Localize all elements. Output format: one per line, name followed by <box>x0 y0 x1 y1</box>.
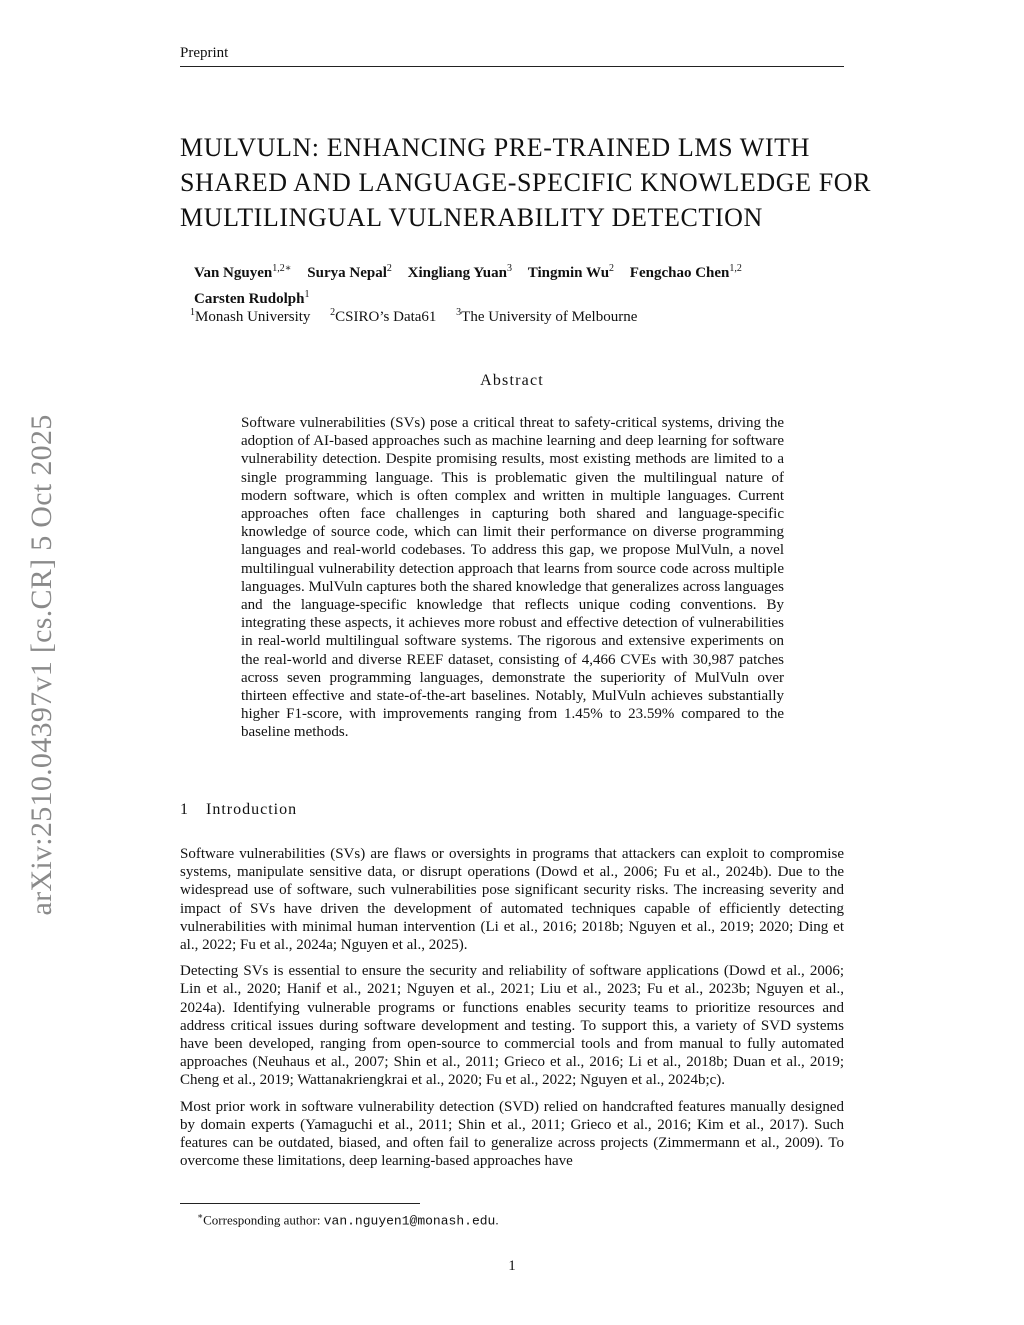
author: Van Nguyen$^{1,2∗}$ <box>194 263 292 281</box>
paragraph: Detecting SVs is essential to ensure the security and reliability of software applications (Dowd et al., 2006; Lin et al., 2020; Hanif et al., 2021; Nguyen et al., 2021; Liu et al., 2023; Fu et al., 2023b; Nguyen et al., 2024a). Identifying vulnerable programs or functions enables security teams to prioritize resources and address critical issues during software development and testing. To support this, a variety of SVD systems have been developed, ranging from open-source to commercial tools and from manual to fully automated approaches (Neuhaus et al., 2007; Shin et al., 2011; Grieco et al., 2016; Li et al., 2018b; Duan et al., 2019; Cheng et al., 2019; Wattanakriengkrai et al., 2020; Fu et al., 2022; Nguyen et al., 2024b;c). <box>180 963 844 1089</box>
author: Xingliang Yuan$^3$ <box>407 263 512 281</box>
arxiv-stamp <box>12 380 72 950</box>
title-line-2: SHARED AND LANGUAGE-SPECIFIC KNOWLEDGE FOR <box>180 168 872 197</box>
footnote-divider <box>180 1203 420 1204</box>
page-number: 1 <box>508 1258 516 1274</box>
author: Surya Nepal$^2$ <box>307 263 392 281</box>
arxiv-identifier: arXiv:2510.04397v1 [cs.CR] 5 Oct 2025 <box>25 414 58 916</box>
paragraph: Most prior work in software vulnerability detection (SVD) relied on handcrafted features manually designed by domain experts (Yamaguchi et al., 2011; Shin et al., 2011; Grieco et al., 2016; Kim et al., 2017). Such features can be outdated, biased, and often fail to generalize across projects (Zimmermann et al., 2009). To overcome these limitations, deep learning-based approaches have <box>180 1098 844 1170</box>
abstract-text: Software vulnerabilities (SVs) pose a critical threat to safety-critical systems, driving the adoption of AI-based approaches such as machine learning and deep learning for software vulnerability detection. Despite promising results, most existing methods are limited to a single programming language. This is problematic given the multilingual nature of modern software, which is often complex and written in multiple languages. Current approaches often face challenges in capturing both shared and language-specific knowledge of source code, which can limit their performance on diverse programming languages and real-world codebases. To address this gap, we propose MulVuln, a novel multilingual vulnerability detection approach that learns from source code across multiple languages. MulVuln captures both the shared knowledge that generalizes across languages and the language-specific knowledge that reflects unique coding conventions. By integrating these aspects, it achieves more robust and effective detection of vulnerabilities in real-world multilingual software systems. The rigorous and extensive experiments on the real-world and diverse REEF dataset, consisting of 4,466 CVEs with 30,987 patches across seven programming languages, demonstrate the superiority of MulVuln over thirteen effective and state-of-the-art baselines. Notably, MulVuln achieves substantially higher F1-score, with improvements ranging from 1.45% to 23.59% compared to the baseline methods. <box>241 415 784 741</box>
running-header <box>180 44 844 67</box>
section-number: 1 <box>180 801 189 818</box>
body-text <box>180 845 844 1178</box>
footnote-end: . <box>495 1212 499 1228</box>
footnote-mark: ∗ <box>197 1211 204 1221</box>
footnote-email: van.nguyen1@monash.edu <box>323 1213 496 1229</box>
affiliation: $^1$Monash University <box>190 307 311 325</box>
footnote <box>197 1208 837 1229</box>
affiliation: $^2$CSIRO’s Data61 <box>330 307 437 325</box>
affiliation-list <box>190 303 830 327</box>
title-line-3: MULTILINGUAL VULNERABILITY DETECTION <box>180 203 763 232</box>
abstract-heading: Abstract <box>480 372 544 389</box>
paragraph: Software vulnerabilities (SVs) are flaws or oversights in programs that attackers can exploit to compromise systems, manipulate sensitive data, or disrupt operations (Dowd et al., 2006; Fu et al., 2024b). Due to the widespread use of software, such vulnerabilities pose significant security risks. The increasing severity and impact of SVs have driven the development of automated techniques capable of efficiently detecting vulnerabilities with minimal human intervention (Li et al., 2016; 2018b; Nguyen et al., 2019; 2020; Ding et al., 2022; Fu et al., 2024a; Nguyen et al., 2025). <box>180 846 844 954</box>
author: Carsten Rudolph$^1$ <box>194 289 310 307</box>
section-heading <box>180 801 844 819</box>
section-title: Introduction <box>206 801 298 818</box>
author: Fengchao Chen$^{1,2}$ <box>629 263 742 281</box>
author: Tingmin Wu$^2$ <box>527 263 615 281</box>
paper-title <box>180 130 872 235</box>
footnote-label: Corresponding author: <box>203 1212 321 1228</box>
running-title: Preprint <box>180 45 229 61</box>
title-line-1: MULVULN: ENHANCING PRE-TRAINED LMS WITH <box>180 133 811 162</box>
affiliation: $^3$The University of Melbourne <box>456 307 638 325</box>
